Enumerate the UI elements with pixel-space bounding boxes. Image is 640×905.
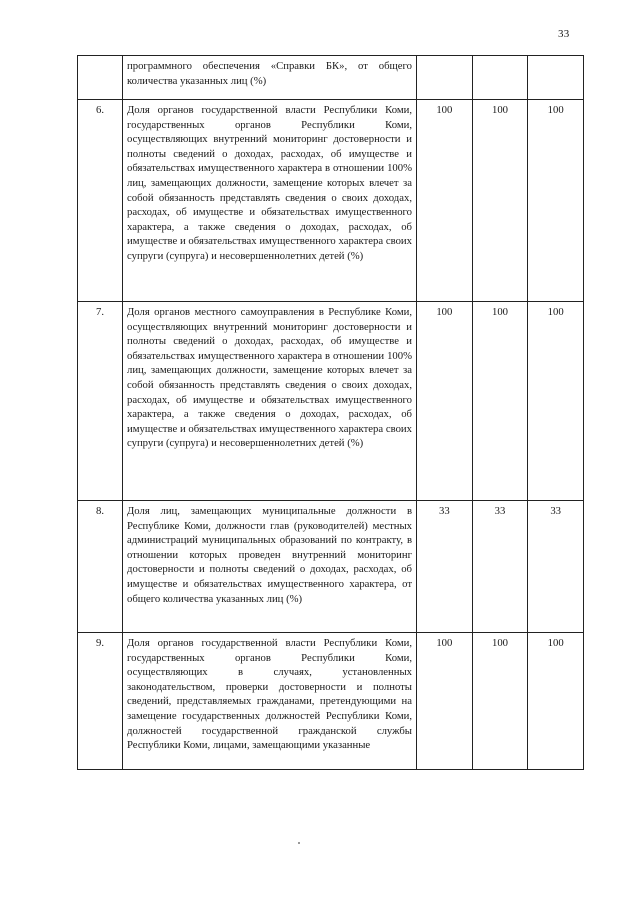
value-year-3: 33 [528, 501, 584, 633]
value-year-3 [528, 56, 584, 100]
table-row [78, 501, 584, 633]
value-year-3: 100 [528, 100, 584, 302]
table-row [78, 633, 584, 770]
page-number: 33 [558, 28, 570, 40]
value-year-2 [472, 56, 528, 100]
value-year-2: 100 [472, 302, 528, 501]
table-row [78, 56, 584, 100]
value-year-1: 100 [417, 633, 473, 770]
value-year-3: 100 [528, 633, 584, 770]
value-year-3: 100 [528, 302, 584, 501]
value-year-2: 33 [472, 501, 528, 633]
value-year-2: 100 [472, 100, 528, 302]
row-number: 7. [78, 302, 123, 501]
value-year-1: 33 [417, 501, 473, 633]
indicators-table [77, 55, 584, 770]
row-description: Доля лиц, замещающих муниципальные должности в Республике Коми, должности глав (руководителей) местных администраций муниципальных образований по контракту, в отношении которых проведен внутренний мониторинг достоверности и полноты сведений о доходах, расходах, об имуществе и обязательствах имущественного характера, от общего количества указанных лиц (%) [123, 501, 417, 633]
row-description: Доля органов местного самоуправления в Республике Коми, осуществляющих внутренний мониторинг достоверности и полноты сведений о доходах, расходах, об имуществе и обязательствах имущественного характера в отношении 100% лиц, замещающих должности, замещение которых влечет за собой обязанность представлять сведения о своих доходах, расходах, об имуществе и обязательствах имущественного характера, а также сведения о доходах, расходах, об имуществе и обязательствах имущественного характера своих супруги (супруга) и несовершеннолетних детей (%) [123, 302, 417, 501]
value-year-2: 100 [472, 633, 528, 770]
row-description: программного обеспечения «Справки БК», от общего количества указанных лиц (%) [123, 56, 417, 100]
value-year-1: 100 [417, 100, 473, 302]
row-number: 9. [78, 633, 123, 770]
value-year-1: 100 [417, 302, 473, 501]
row-number [78, 56, 123, 100]
scan-speck [298, 842, 300, 844]
table-row [78, 302, 584, 501]
row-number: 6. [78, 100, 123, 302]
row-description: Доля органов государственной власти Республики Коми, государственных органов Республики Коми, осуществляющих в случаях, установленных законодательством, проверки достоверности и полноты сведений, представляемых гражданами, претендующими на замещение государственных должностей Республики Коми, должностей государственной гражданской службы Республики Коми, лицами, замещающими указанные [123, 633, 417, 770]
row-description: Доля органов государственной власти Республики Коми, государственных органов Республики Коми, осуществляющих внутренний мониторинг достоверности и полноты сведений о доходах, расходах, об имуществе и обязательствах имущественного характера в отношении 100% лиц, замещающих должности, замещение которых влечет за собой обязанность представлять сведения о своих доходах, расходах, об имуществе и обязательствах имущественного характера, а также сведения о доходах, расходах, об имуществе и обязательствах имущественного характера своих супруги (супруга) и несовершеннолетних детей (%) [123, 100, 417, 302]
row-number: 8. [78, 501, 123, 633]
value-year-1 [417, 56, 473, 100]
table-row [78, 100, 584, 302]
